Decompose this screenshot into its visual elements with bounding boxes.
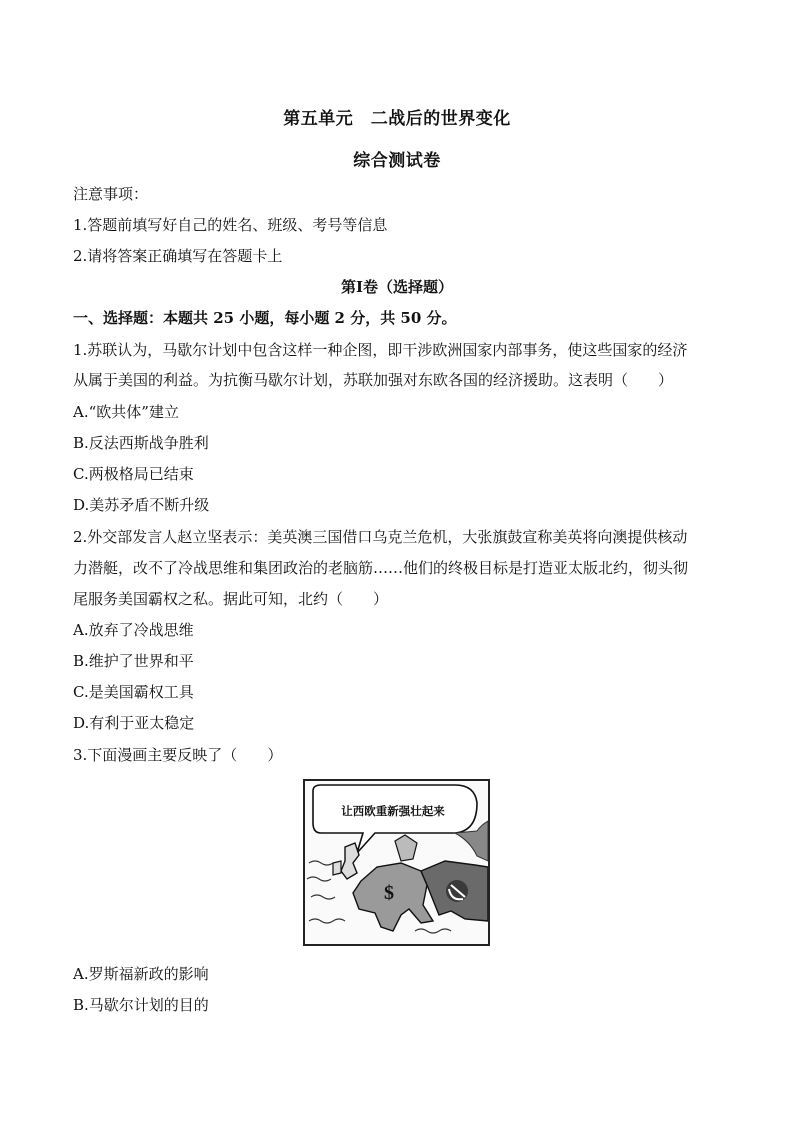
section-title: 第Ⅰ卷（选择题） [340, 278, 454, 296]
question-1-stem-line-2: 从属于美国的利益。为抗衡马歇尔计划，苏联加强对东欧各国的经济援助。这表明（ ） [73, 371, 674, 389]
notice-heading: 注意事项： [73, 185, 149, 203]
ireland [333, 861, 341, 875]
unit-title: 第五单元 二战后的世界变化 [283, 109, 511, 129]
question-3-option-a: A.罗斯福新政的影响 [73, 965, 209, 983]
section-instruction: 一、选择题：本题共 25 小题，每小题 2 分，共 50 分。 [73, 309, 457, 327]
question-3-option-b: B.马歇尔计划的目的 [73, 996, 209, 1014]
question-1-stem-line-1: 1.苏联认为，马歇尔计划中包含这样一种企图，即干涉欧洲国家内部事务，使这些国家的经济 [73, 341, 688, 359]
notice-item-1: 1.答题前填写好自己的姓名、班级、考号等信息 [73, 216, 388, 234]
cartoon-drawing [305, 781, 488, 944]
question-1-option-c: C.两极格局已结束 [73, 465, 194, 483]
british-isles [341, 843, 359, 879]
question-2-option-a: A.放弃了冷战思维 [73, 621, 194, 639]
question-2-stem-line-3: 尾服务美国霸权之私。据此可知，北约（ ） [73, 590, 389, 608]
question-1-option-b: B.反法西斯战争胜利 [73, 434, 209, 452]
question-2-stem-line-1: 2.外交部发言人赵立坚表示：美英澳三国借口乌克兰危机，大张旗鼓宣称美英将向澳提供核动 [73, 528, 688, 546]
question-2-option-d: D.有利于亚太稳定 [73, 714, 195, 732]
hammer-sickle-icon [446, 880, 468, 902]
marshall-plan-cartoon [303, 779, 490, 946]
question-1-option-d: D.美苏矛盾不断升级 [73, 496, 210, 514]
question-2-option-c: C.是美国霸权工具 [73, 683, 194, 701]
question-2-stem-line-2: 力潜艇，改不了冷战思维和集团政治的老脑筋……他们的终极目标是打造亚太版北约，彻头彻 [73, 559, 689, 577]
question-1-option-a: A.“欧共体”建立 [73, 403, 179, 421]
dollar-symbol: $ [384, 882, 394, 904]
question-3-stem: 3.下面漫画主要反映了（ ） [73, 746, 283, 764]
notice-item-2: 2.请将答案正确填写在答题卡上 [73, 247, 283, 265]
question-2-option-b: B.维护了世界和平 [73, 652, 194, 670]
scandinavia [395, 835, 417, 861]
cartoon-caption: 让西欧重新强壮起来 [341, 806, 445, 818]
paper-subtitle: 综合测试卷 [353, 151, 441, 171]
